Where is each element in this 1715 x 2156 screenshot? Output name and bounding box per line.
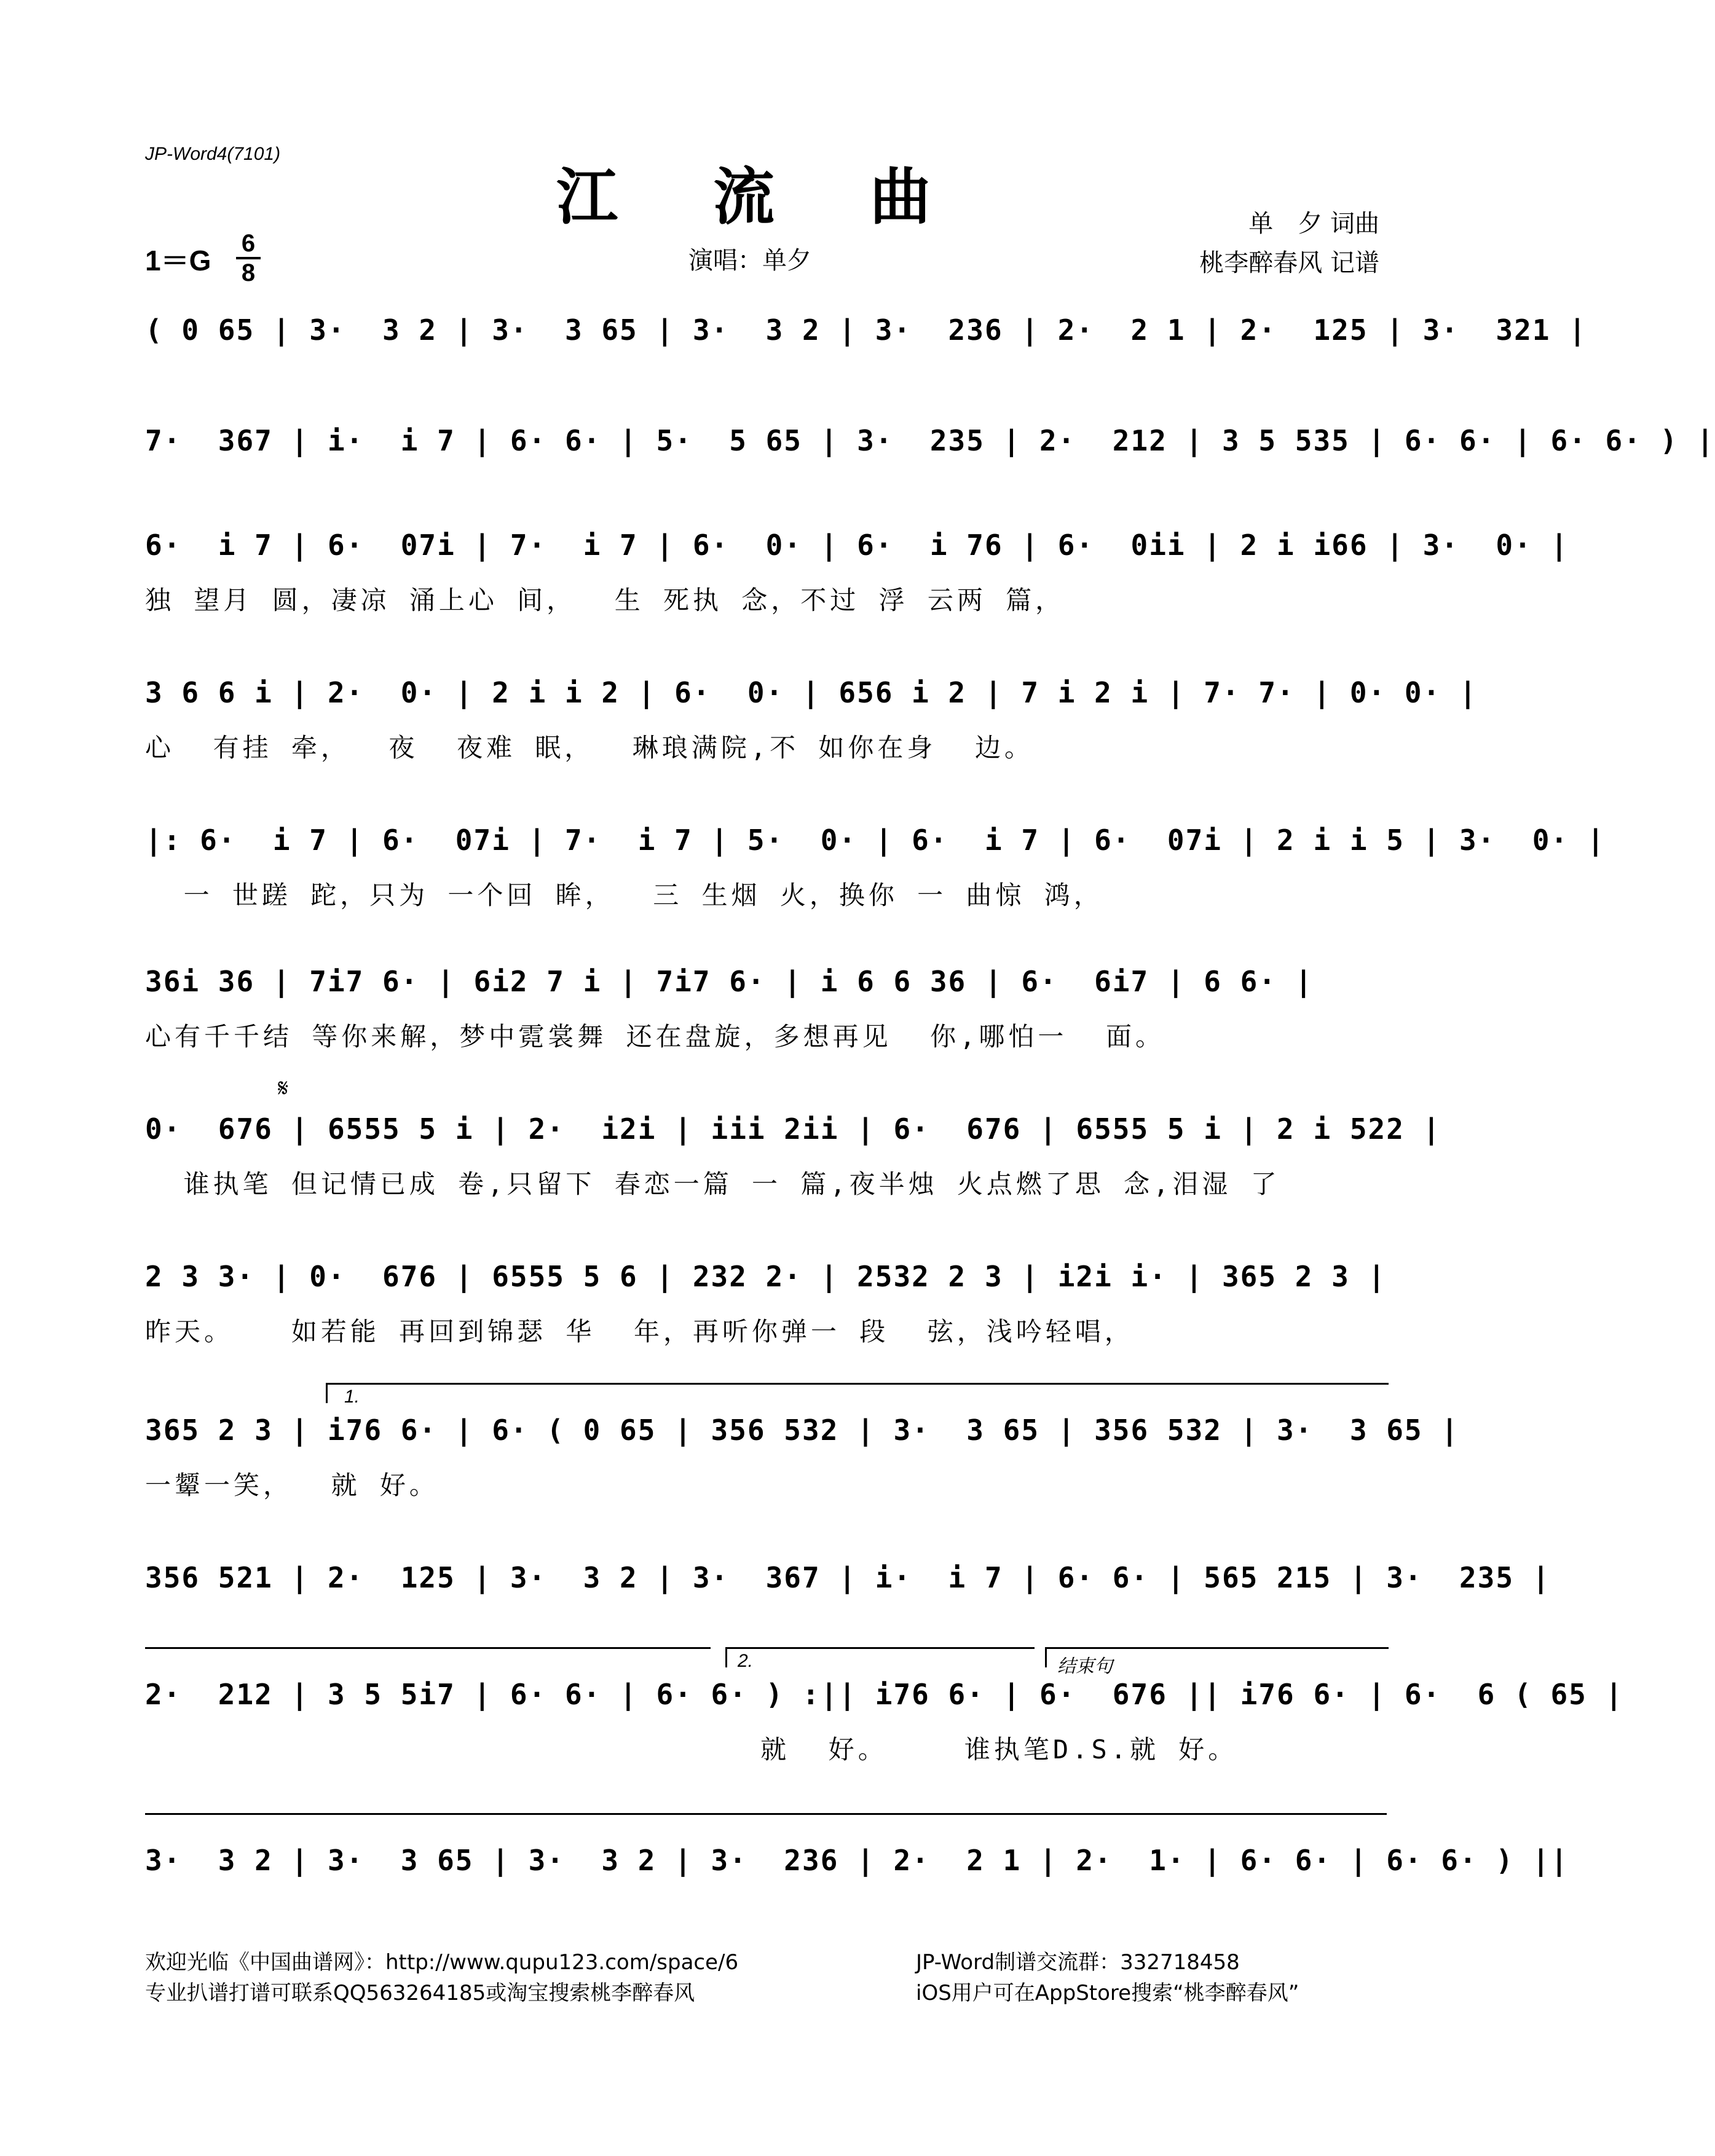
time-signature: [236, 231, 261, 285]
volta-label-2: 2.: [738, 1651, 754, 1671]
lyrics-line: 心 有挂 牵， 夜 夜难 眠， 琳琅满院,不 如你在身 边。: [145, 733, 1035, 763]
lyrics-line: 心有千千结 等你来解，梦中霓裳舞 还在盘旋，多想再见 你,哪怕一 面。: [145, 1021, 1165, 1052]
notes-line: 2· 212 | 3 5 5i7 | 6· 6· | 6· 6· ) :|| i76 6· | 6· 676 || i76 6· | 6· 6 ( 65 |: [145, 1678, 1624, 1711]
lyrics-line: 就 好。 谁执笔D.S.就 好。: [145, 1734, 1238, 1765]
ending-label: 结束句: [1057, 1656, 1113, 1677]
lyrics-line: 谁执笔 但记情已成 卷,只留下 春恋一篇 一 篇,夜半烛 火点燃了思 念,泪湿 了: [145, 1169, 1280, 1199]
notes-line: 6· i 7 | 6· 07i | 7· i 7 | 6· 0· | 6· i 76 | 6· 0ii | 2 i i66 | 3· 0· |: [145, 529, 1569, 562]
notes-line: ( 0 65 | 3· 3 2 | 3· 3 65 | 3· 3 2 | 3· 236 | 2· 2 1 | 2· 125 | 3· 321 |: [145, 313, 1587, 347]
volta-bracket-repeat: [145, 1647, 711, 1667]
footer-site-link[interactable]: 欢迎光临《中国曲谱网》：http://www.qupu123.com/space/6: [145, 1950, 739, 1975]
lyrics-line: 昨天。 如若能 再回到锦瑟 华 年，再听你弹一 段 弦，浅吟轻唱，: [145, 1316, 1134, 1347]
meter-bottom: 8: [241, 259, 256, 286]
footer-ios: iOS用户可在AppStore搜索“桃李醉春风”: [916, 1981, 1299, 2005]
credit-lyric: 单 夕 词曲: [1248, 210, 1379, 238]
notes-line: |: 6· i 7 | 6· 07i | 7· i 7 | 5· 0· | 6· i 7 | 6· 07i | 2 i i 5 | 3· 0· |: [145, 824, 1606, 857]
notes-line: 7· 367 | i· i 7 | 6· 6· | 5· 5 65 | 3· 235 | 2· 212 | 3 5 535 | 6· 6· | 6· 6· ) |: [145, 424, 1715, 457]
song-title: 江 流 曲: [556, 160, 968, 233]
footer-group: JP-Word制谱交流群：332718458: [916, 1950, 1240, 1975]
notes-line: 2 3 3· | 0· 676 | 6555 5 6 | 232 2· | 2532 2 3 | i2i i· | 365 2 3 |: [145, 1260, 1387, 1293]
volta-bracket-final: [145, 1813, 1387, 1833]
notes-line: 0· 676 | 6555 5 i | 2· i2i | iii 2ii | 6· 676 | 6555 5 i | 2 i 522 |: [145, 1112, 1441, 1146]
notes-line: 3 6 6 i | 2· 0· | 2 i i 2 | 6· 0· | 656 i 2 | 7 i 2 i | 7· 7· | 0· 0· |: [145, 676, 1478, 709]
volta-label-1: 1.: [344, 1387, 360, 1407]
meter-top: 6: [241, 230, 256, 257]
footer-right: [916, 1947, 1299, 2008]
credits: [1199, 204, 1379, 283]
volta-bracket-2: [725, 1647, 1035, 1667]
software-label: JP-Word4(7101): [145, 144, 281, 164]
notes-line: 365 2 3 | i76 6· | 6· ( 0 65 | 356 532 | 3· 3 65 | 356 532 | 3· 3 65 |: [145, 1414, 1459, 1447]
key-signature: 1＝G: [145, 245, 211, 277]
footer-contact: 专业扒谱打谱可联系QQ563264185或淘宝搜索桃李醉春风: [145, 1981, 695, 2005]
notes-line: 356 521 | 2· 125 | 3· 3 2 | 3· 367 | i· i 7 | 6· 6· | 565 215 | 3· 235 |: [145, 1561, 1551, 1594]
lyrics-line: 一颦一笑， 就 好。: [145, 1470, 439, 1500]
notes-line: 36i 36 | 7i7 6· | 6i2 7 i | 7i7 6· | i 6 6 36 | 6· 6i7 | 6 6· |: [145, 965, 1314, 998]
singer: 演唱：单夕: [688, 246, 811, 275]
volta-bracket-1: [326, 1383, 1389, 1403]
segno-sign: 𝄋: [278, 1074, 289, 1103]
credit-score: 桃李醉春风 记谱: [1199, 249, 1379, 277]
notes-line: 3· 3 2 | 3· 3 65 | 3· 3 2 | 3· 236 | 2· 2 1 | 2· 1· | 6· 6· | 6· 6· ) ||: [145, 1844, 1569, 1877]
lyrics-line: 独 望月 圆，凄凉 涌上心 间， 生 死执 念，不过 浮 云两 篇，: [145, 585, 1065, 615]
lyrics-line: 一 世蹉 跎，只为 一个回 眸， 三 生烟 火，换你 一 曲惊 鸿，: [145, 880, 1103, 910]
footer-left: [145, 1947, 738, 2008]
